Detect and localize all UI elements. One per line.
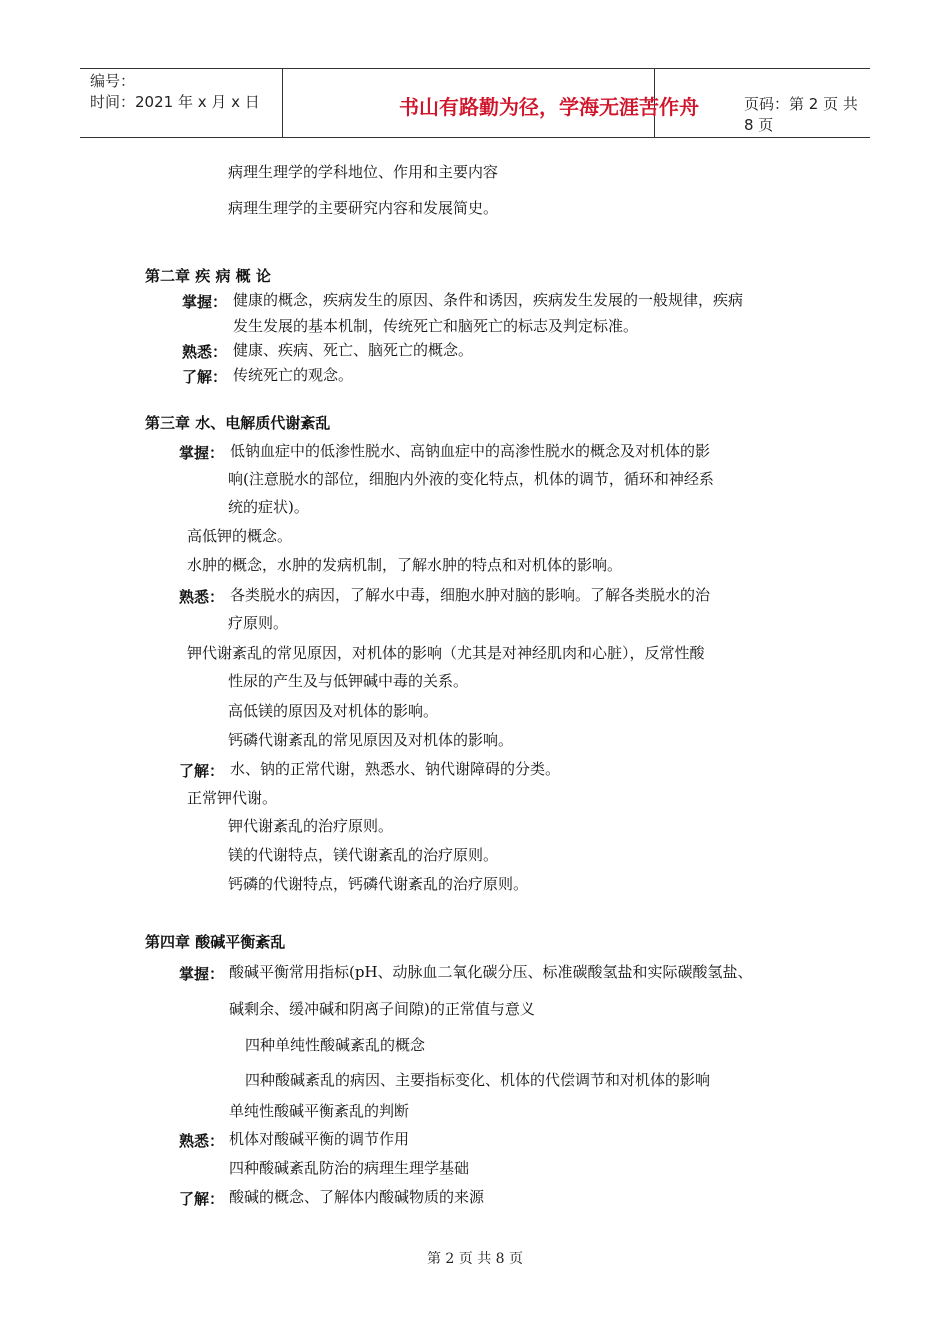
ch3-familiar-label: 熟悉： xyxy=(179,588,225,606)
page-footer: 第 2 页 共 8 页 xyxy=(426,1251,524,1267)
ch4-master-text-5: 单纯性酸碱平衡紊乱的判断 xyxy=(229,1102,410,1120)
ch4-master-text-1: 酸碱平衡常用指标(pH、动脉血二氧化碳分压、标准碳酸氢盐和实际碳酸氢盐、 xyxy=(229,963,753,981)
ch3-master-label: 掌握： xyxy=(179,444,225,462)
ch4-familiar-label: 熟悉： xyxy=(179,1132,225,1150)
page-header xyxy=(80,68,870,138)
ch2-familiar-text-1: 健康、疾病、死亡、脑死亡的概念。 xyxy=(233,341,474,359)
header-meta xyxy=(90,71,260,113)
ch3-familiar-text-2: 疗原则。 xyxy=(228,614,289,632)
header-motto: 书山有路勤为径，学海无涯苦作舟 xyxy=(399,95,699,119)
header-divider-left xyxy=(282,69,283,137)
ch3-know-label: 了解： xyxy=(179,762,225,780)
intro-line-2: 病理生理学的主要研究内容和发展简史。 xyxy=(228,199,499,217)
chapter-2-title: 第二章 疾 病 概 论 xyxy=(145,267,271,285)
ch2-master-text-2: 发生发展的基本机制，传统死亡和脑死亡的标志及判定标准。 xyxy=(233,317,639,335)
ch3-familiar-text-5: 高低镁的原因及对机体的影响。 xyxy=(228,702,439,720)
chapter-3-title: 第三章 水、电解质代谢紊乱 xyxy=(145,414,331,432)
ch4-master-text-3: 四种单纯性酸碱紊乱的概念 xyxy=(245,1036,426,1054)
ch2-know-label: 了解： xyxy=(182,368,228,386)
header-page-info: 页码：第 2 页 共 8 页 xyxy=(744,95,858,134)
ch3-master-text-2: 响(注意脱水的部位，细胞内外液的变化特点，机体的调节，循环和神经系 xyxy=(228,470,714,488)
ch2-familiar-label: 熟悉： xyxy=(182,343,228,361)
ch3-know-text-5: 钙磷的代谢特点，钙磷代谢紊乱的治疗原则。 xyxy=(228,875,529,893)
ch4-know-label: 了解： xyxy=(179,1190,225,1208)
ch4-master-text-2: 碱剩余、缓冲碱和阴离子间隙)的正常值与意义 xyxy=(229,1000,535,1018)
ch3-master-text-3: 统的症状)。 xyxy=(228,498,309,516)
ch4-master-text-4: 四种酸碱紊乱的病因、主要指标变化、机体的代偿调节和对机体的影响 xyxy=(245,1071,711,1089)
time-label: 时间：2021 年 x 月 x 日 xyxy=(90,93,260,111)
ch3-know-text-2: 正常钾代谢。 xyxy=(187,789,278,807)
ch3-know-text-4: 镁的代谢特点，镁代谢紊乱的治疗原则。 xyxy=(228,846,499,864)
ch4-familiar-text-1: 机体对酸碱平衡的调节作用 xyxy=(229,1130,410,1148)
ch3-familiar-text-4: 性尿的产生及与低钾碱中毒的关系。 xyxy=(228,672,469,690)
ch4-master-label: 掌握： xyxy=(179,965,225,983)
intro-line-1: 病理生理学的学科地位、作用和主要内容 xyxy=(228,163,499,181)
ch3-know-text-1: 水、钠的正常代谢，熟悉水、钠代谢障碍的分类。 xyxy=(230,760,561,778)
ch2-master-text-1: 健康的概念，疾病发生的原因、条件和诱因，疾病发生发展的一般规律，疾病 xyxy=(233,291,744,309)
chapter-4-title: 第四章 酸碱平衡紊乱 xyxy=(145,933,286,951)
ch3-familiar-text-6: 钙磷代谢紊乱的常见原因及对机体的影响。 xyxy=(228,731,514,749)
ch3-familiar-text-3: 钾代谢紊乱的常见原因，对机体的影响（尤其是对神经肌肉和心脏），反常性酸 xyxy=(187,644,705,662)
ch4-familiar-text-2: 四种酸碱紊乱防治的病理生理学基础 xyxy=(229,1159,470,1177)
number-label: 编号： xyxy=(90,72,136,90)
ch2-know-text-1: 传统死亡的观念。 xyxy=(233,366,354,384)
ch3-master-text-4: 高低钾的概念。 xyxy=(187,527,293,545)
ch3-master-text-5: 水肿的概念，水肿的发病机制，了解水肿的特点和对机体的影响。 xyxy=(187,556,623,574)
ch4-know-text-1: 酸碱的概念、了解体内酸碱物质的来源 xyxy=(229,1188,485,1206)
ch3-master-text-1: 低钠血症中的低渗性脱水、高钠血症中的高渗性脱水的概念及对机体的影 xyxy=(230,442,711,460)
ch2-master-label: 掌握： xyxy=(182,293,228,311)
ch3-know-text-3: 钾代谢紊乱的治疗原则。 xyxy=(228,817,394,835)
ch3-familiar-text-1: 各类脱水的病因，了解水中毒，细胞水肿对脑的影响。了解各类脱水的治 xyxy=(230,586,711,604)
